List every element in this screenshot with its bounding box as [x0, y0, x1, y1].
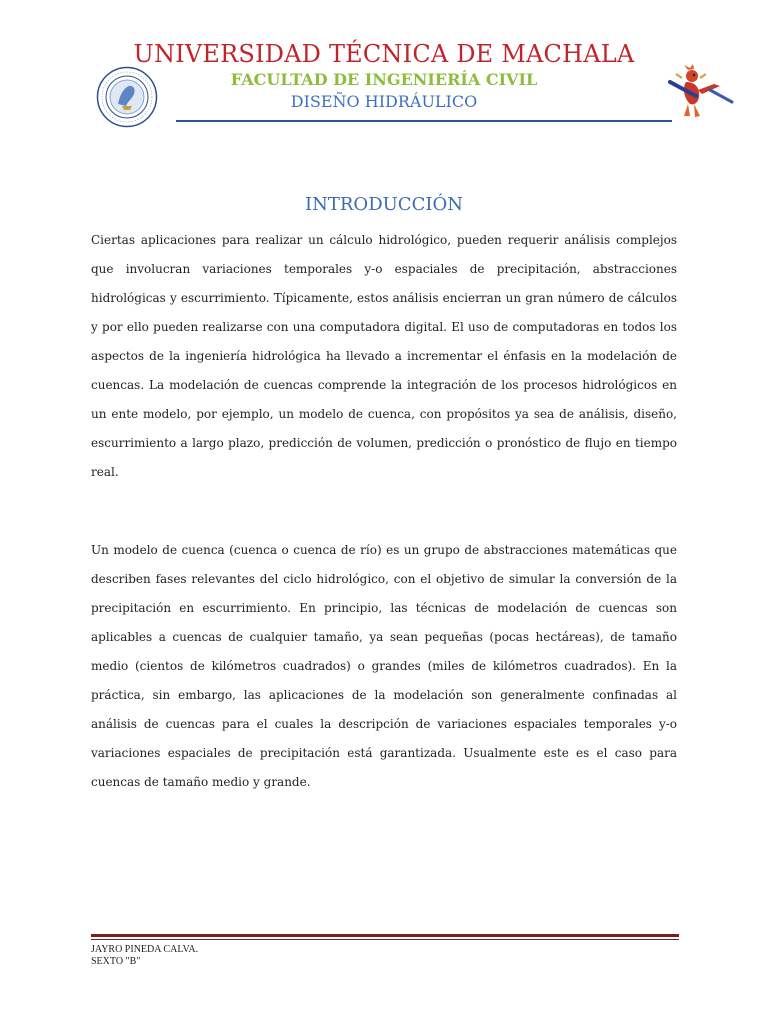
intro-paragraph-2: Un modelo de cuenca (cuenca o cuenca de río) es un grupo de abstracciones matemáticas que describen fases relevantes del ciclo hidrológico, con el objetivo de simular la conversión de la precipitación en escurrimiento. En principio, las técnicas de modelación de cuencas son aplicables a cuencas de cualquier tamaño, ya sean pequeñas (pocas hectáreas), de tamaño medio (cientos de kilómetros cuadrados) o grandes (miles de kilómetros cuadrados). En la práctica, sin embargo, las aplicaciones de la modelación son generalmente confinadas al análisis de cuencas para el cuales la descripción de variaciones espaciales temporales y-o variaciones espaciales de precipitación está garantizada. Usualmente este es el caso para cuencas de tamaño medio y grande.	[91, 543, 677, 789]
intro-paragraph-1: Ciertas aplicaciones para realizar un cálculo hidrológico, pueden requerir análisis complejos que involucran variaciones temporales y-o espaciales de precipitación, abstracciones hidrológicas y escurrimiento. Típicamente, estos análisis encierran un gran número de cálculos y por ello pueden realizarse con una computadora digital. El uso de computadoras en todos los aspectos de la ingeniería hidrológica ha llevado a incrementar el énfasis en la modelación de cuencas. La modelación de cuencas comprende la integración de los procesos hidrológicos en un ente modelo, por ejemplo, un modelo de cuenca, con propósitos ya sea de análisis, diseño, escurrimiento a largo plazo, predicción de volumen, predicción o pronóstico de flujo en tiempo real.	[91, 233, 677, 479]
section-title: INTRODUCCIÓN	[305, 194, 463, 215]
course-title: DISEÑO HIDRÁULICO	[290, 92, 478, 111]
document-header	[0, 0, 768, 130]
footer-divider-thin	[91, 939, 679, 940]
footer-class: SEXTO "B"	[91, 956, 141, 967]
mascot-logo-icon	[662, 64, 736, 122]
footer-divider-thick	[91, 934, 679, 937]
header-divider	[176, 120, 672, 122]
university-title: UNIVERSIDAD TÉCNICA DE MACHALA	[133, 40, 635, 68]
footer-author: JAYRO PINEDA CALVA.	[91, 944, 199, 955]
faculty-title: FACULTAD DE INGENIERÍA CIVIL	[230, 70, 538, 89]
